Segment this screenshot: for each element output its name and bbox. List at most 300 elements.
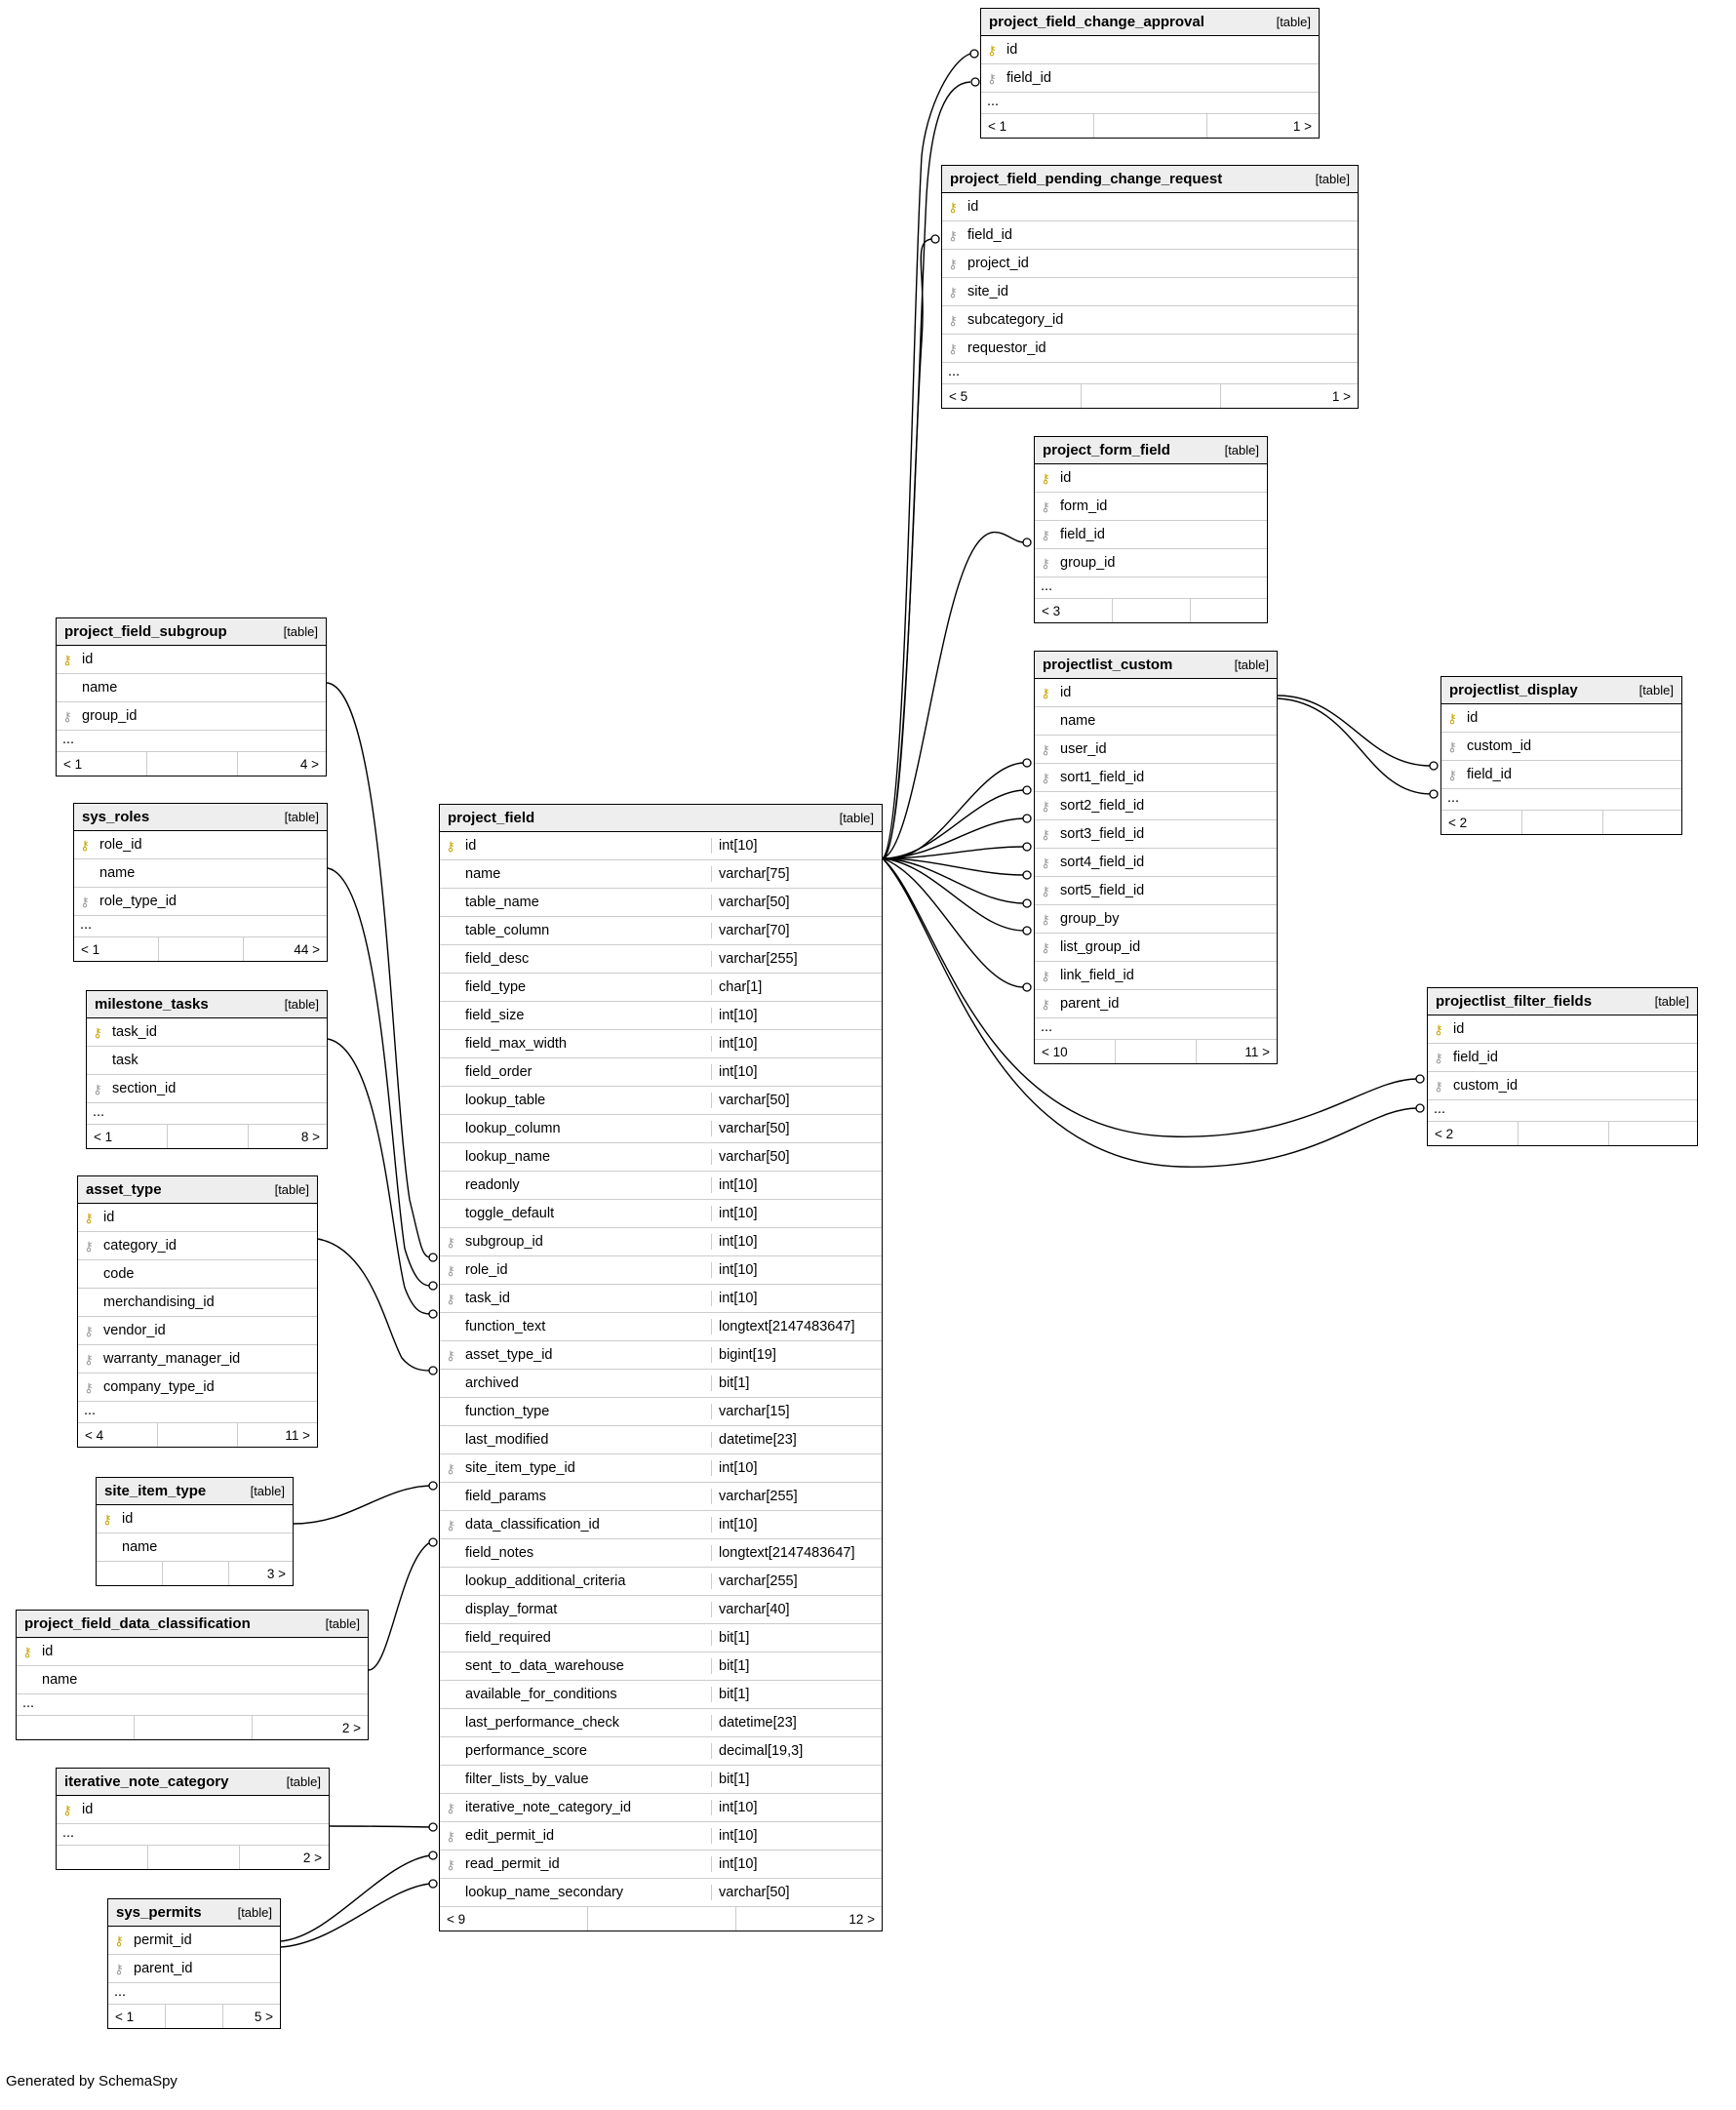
column-type: varchar[50]: [711, 1121, 882, 1136]
table-type-label: [table]: [1234, 657, 1269, 672]
column-row: [440, 1200, 882, 1228]
footer-mid-count: [1082, 384, 1221, 408]
column-name: name: [99, 865, 136, 881]
table-footer: [1035, 1040, 1277, 1063]
column-name: id: [82, 652, 94, 667]
footer-left-count: < 1: [74, 937, 159, 961]
column-type: bit[1]: [711, 1687, 882, 1702]
table-title: asset_type: [86, 1180, 162, 1198]
column-row: [1035, 820, 1277, 849]
column-name: sort5_field_id: [1060, 883, 1145, 898]
column-name: name: [1060, 713, 1096, 729]
foreign-key-icon: ⚷: [84, 1323, 94, 1338]
column-type: char[1]: [711, 979, 882, 995]
column-name: sort3_field_id: [1060, 826, 1145, 842]
column-row: [78, 1373, 317, 1402]
column-name: field_id: [1453, 1050, 1498, 1065]
column-type: int[10]: [711, 1291, 882, 1306]
column-name: read_permit_id: [465, 1856, 560, 1872]
column-type: varchar[255]: [711, 1573, 882, 1589]
table-type-label: [table]: [274, 1181, 309, 1197]
foreign-key-icon: ⚷: [80, 894, 90, 909]
column-row: [97, 1533, 293, 1562]
column-row: [1035, 905, 1277, 934]
table-project_field_subgroup[interactable]: [56, 617, 327, 776]
table-type-label: [table]: [1654, 993, 1689, 1009]
column-row: [440, 1030, 882, 1058]
table-footer: [78, 1423, 317, 1447]
table-type-label: [table]: [1315, 171, 1350, 186]
primary-key-icon: ⚷: [62, 652, 72, 667]
table-header: [440, 805, 882, 832]
column-name: permit_id: [134, 1932, 192, 1948]
column-type: int[10]: [711, 1008, 882, 1023]
column-name: code: [103, 1266, 135, 1282]
footer-right-count: [1603, 811, 1681, 834]
table-title: project_field: [448, 809, 535, 826]
more-columns-ellipsis: ...: [74, 916, 327, 937]
column-row: [1441, 704, 1681, 733]
column-name: user_id: [1060, 741, 1107, 757]
column-name: id: [1453, 1021, 1465, 1037]
table-projectlist_custom[interactable]: [1034, 651, 1278, 1064]
column-name: last_performance_check: [465, 1715, 619, 1731]
table-header: [87, 991, 327, 1018]
more-columns-ellipsis: ...: [108, 1983, 280, 2005]
column-name: category_id: [103, 1238, 177, 1254]
column-row: [440, 1596, 882, 1624]
table-footer: [1428, 1122, 1697, 1145]
table-footer: [57, 752, 326, 776]
table-type-label: [table]: [283, 623, 318, 639]
column-row: [78, 1345, 317, 1373]
footer-mid-count: [1116, 1040, 1197, 1063]
column-row: [440, 1313, 882, 1341]
foreign-key-icon: ⚷: [446, 1517, 455, 1533]
column-row: [440, 1737, 882, 1766]
foreign-key-icon: ⚷: [1434, 1078, 1443, 1094]
table-projectlist_filter_fields[interactable]: [1427, 987, 1698, 1146]
column-row: [942, 221, 1358, 250]
column-name: company_type_id: [103, 1379, 215, 1395]
column-type: bit[1]: [711, 1658, 882, 1674]
column-row: [1428, 1015, 1697, 1044]
more-columns-ellipsis: ...: [942, 363, 1358, 384]
footer-right-count: 5 >: [254, 2009, 273, 2024]
column-row: [87, 1018, 327, 1047]
column-name: lookup_name_secondary: [465, 1885, 624, 1900]
column-name: vendor_id: [103, 1323, 166, 1338]
column-type: int[10]: [711, 1800, 882, 1815]
column-row: [440, 1652, 882, 1681]
column-name: section_id: [112, 1081, 177, 1096]
column-type: int[10]: [711, 1064, 882, 1080]
table-title: iterative_note_category: [64, 1772, 229, 1790]
column-name: function_text: [465, 1319, 546, 1334]
column-type: int[10]: [711, 1234, 882, 1250]
column-name: lookup_column: [465, 1121, 561, 1136]
column-name: lookup_table: [465, 1093, 546, 1108]
foreign-key-icon: ⚷: [62, 708, 72, 724]
column-row: [440, 1766, 882, 1794]
column-row: [78, 1204, 317, 1232]
table-footer: [108, 2005, 280, 2028]
footer-right-count: 11 >: [285, 1427, 310, 1443]
column-name: custom_id: [1467, 738, 1532, 754]
column-name: lookup_additional_criteria: [465, 1573, 626, 1589]
column-row: [440, 889, 882, 917]
footer-right-count: [1609, 1122, 1697, 1145]
primary-key-icon: ⚷: [84, 1210, 94, 1225]
foreign-key-icon: ⚷: [948, 312, 958, 328]
column-row: [440, 974, 882, 1002]
table-type-label: [table]: [284, 996, 319, 1012]
column-row: [440, 1370, 882, 1398]
column-type: datetime[23]: [711, 1432, 882, 1448]
column-row: [440, 1624, 882, 1652]
column-type: int[10]: [711, 838, 882, 854]
column-row: [440, 1087, 882, 1115]
foreign-key-icon: ⚷: [446, 1856, 455, 1872]
column-name: field_size: [465, 1008, 525, 1023]
foreign-key-icon: ⚷: [446, 1347, 455, 1363]
column-row: [97, 1505, 293, 1533]
column-row: [1035, 679, 1277, 707]
column-name: sent_to_data_warehouse: [465, 1658, 624, 1674]
foreign-key-icon: ⚷: [1447, 738, 1457, 754]
column-type: varchar[50]: [711, 1885, 882, 1900]
column-row: [440, 1058, 882, 1087]
footer-mid-count: [1113, 599, 1191, 622]
primary-key-icon: ⚷: [62, 1802, 72, 1817]
primary-key-icon: ⚷: [1447, 710, 1457, 726]
column-name: field_type: [465, 979, 527, 995]
footer-mid-count: [163, 1562, 229, 1585]
more-columns-ellipsis: ...: [87, 1103, 327, 1125]
table-title: project_field_subgroup: [64, 622, 227, 640]
column-name: id: [82, 1802, 94, 1817]
primary-key-icon: ⚷: [1434, 1021, 1443, 1037]
footer-right-count: 3 >: [266, 1566, 286, 1581]
primary-key-icon: ⚷: [1041, 685, 1050, 700]
column-name: toggle_default: [465, 1206, 555, 1221]
table-title: projectlist_filter_fields: [1436, 992, 1593, 1010]
column-row: [440, 1426, 882, 1454]
footer-right-count: 44 >: [294, 941, 320, 957]
column-row: [440, 832, 882, 860]
table-type-label: [table]: [839, 810, 874, 825]
table-footer: [57, 1846, 329, 1869]
foreign-key-icon: ⚷: [1041, 555, 1050, 571]
column-row: [1035, 934, 1277, 962]
column-name: link_field_id: [1060, 968, 1134, 983]
table-header: [1035, 437, 1267, 464]
column-name: table_name: [465, 895, 539, 910]
primary-key-icon: ⚷: [948, 199, 958, 215]
column-type: longtext[2147483647]: [711, 1319, 882, 1334]
column-row: [87, 1075, 327, 1103]
foreign-key-icon: ⚷: [84, 1238, 94, 1254]
column-row: [440, 1794, 882, 1822]
table-title: project_form_field: [1043, 441, 1170, 458]
footer-right-count: 2 >: [341, 1720, 361, 1735]
column-row: [78, 1289, 317, 1317]
table-footer: [17, 1716, 368, 1739]
column-row: [440, 1256, 882, 1285]
column-row: [440, 1539, 882, 1568]
footer-left-count: < 4: [78, 1423, 158, 1447]
table-header: [57, 1769, 329, 1796]
column-row: [108, 1927, 280, 1955]
column-row: [440, 1143, 882, 1172]
column-name: name: [122, 1539, 158, 1555]
column-name: iterative_note_category_id: [465, 1800, 632, 1815]
column-type: int[10]: [711, 1036, 882, 1052]
column-name: last_modified: [465, 1432, 549, 1448]
footer-mid-count: [147, 752, 238, 776]
column-name: parent_id: [1060, 996, 1120, 1012]
footer-left-count: [97, 1562, 163, 1585]
table-project_field[interactable]: [439, 804, 883, 1931]
table-type-label: [table]: [237, 1904, 272, 1920]
column-type: datetime[23]: [711, 1715, 882, 1731]
footer-left-count: < 5: [942, 384, 1082, 408]
table-sys_roles[interactable]: [73, 803, 328, 962]
column-name: field_desc: [465, 951, 530, 967]
footer-mid-count: [1522, 811, 1603, 834]
footer-right-count: 4 >: [299, 756, 319, 772]
column-name: data_classification_id: [465, 1517, 600, 1533]
table-footer: [981, 114, 1319, 138]
table-iterative_note_category[interactable]: [56, 1768, 330, 1870]
column-name: id: [465, 838, 477, 854]
footer-right-count: 1 >: [1331, 388, 1351, 404]
table-type-label: [table]: [1638, 682, 1674, 697]
table-site_item_type[interactable]: [96, 1477, 294, 1586]
column-name: id: [122, 1511, 134, 1527]
column-type: int[10]: [711, 1460, 882, 1476]
table-header: [57, 618, 326, 646]
foreign-key-icon: ⚷: [948, 284, 958, 299]
column-row: [440, 860, 882, 889]
table-title: projectlist_custom: [1043, 656, 1173, 673]
column-name: subgroup_id: [465, 1234, 543, 1250]
column-type: int[10]: [711, 1828, 882, 1844]
column-type: varchar[50]: [711, 1093, 882, 1108]
column-name: field_order: [465, 1064, 533, 1080]
column-type: int[10]: [711, 1262, 882, 1278]
column-row: [57, 674, 326, 702]
table-footer: [87, 1125, 327, 1148]
table-asset_type[interactable]: [77, 1175, 318, 1448]
column-name: task: [112, 1053, 138, 1068]
table-header: [1035, 652, 1277, 679]
foreign-key-icon: ⚷: [446, 1234, 455, 1250]
column-name: name: [42, 1672, 78, 1688]
column-row: [1035, 707, 1277, 736]
footer-left-count: < 9: [440, 1907, 588, 1931]
column-row: [440, 1483, 882, 1511]
foreign-key-icon: ⚷: [1041, 798, 1050, 814]
primary-key-icon: ⚷: [80, 837, 90, 853]
table-project_field_pending_change_request[interactable]: [941, 165, 1359, 409]
column-row: [440, 1115, 882, 1143]
column-name: role_type_id: [99, 894, 177, 909]
column-row: [78, 1260, 317, 1289]
footer-left-count: < 2: [1428, 1122, 1519, 1145]
footer-left-count: < 1: [57, 752, 147, 776]
foreign-key-icon: ⚷: [1041, 911, 1050, 927]
foreign-key-icon: ⚷: [948, 227, 958, 243]
column-row: [74, 888, 327, 916]
column-row: [78, 1232, 317, 1260]
column-row: [981, 64, 1319, 93]
column-row: [17, 1666, 368, 1694]
column-row: [57, 646, 326, 674]
table-project_form_field[interactable]: [1034, 436, 1268, 623]
table-title: sys_roles: [82, 808, 150, 825]
table-footer: [74, 937, 327, 961]
column-row: [1035, 521, 1267, 549]
footer-left-count: < 1: [87, 1125, 168, 1148]
column-name: task_id: [465, 1291, 510, 1306]
column-name: field_id: [1060, 527, 1105, 542]
more-columns-ellipsis: ...: [981, 93, 1319, 114]
column-type: varchar[70]: [711, 923, 882, 938]
column-name: field_max_width: [465, 1036, 567, 1052]
table-title: project_field_pending_change_request: [950, 170, 1223, 187]
column-row: [440, 1681, 882, 1709]
column-type: varchar[50]: [711, 895, 882, 910]
column-row: [440, 1228, 882, 1256]
foreign-key-icon: ⚷: [1041, 741, 1050, 757]
column-name: form_id: [1060, 498, 1108, 514]
column-type: longtext[2147483647]: [711, 1545, 882, 1561]
primary-key-icon: ⚷: [93, 1024, 102, 1040]
column-name: merchandising_id: [103, 1294, 215, 1310]
primary-key-icon: ⚷: [987, 42, 997, 58]
table-header: [981, 9, 1319, 36]
column-type: varchar[40]: [711, 1602, 882, 1617]
column-name: edit_permit_id: [465, 1828, 555, 1844]
column-row: [1035, 549, 1267, 577]
column-type: int[10]: [711, 1206, 882, 1221]
foreign-key-icon: ⚷: [987, 70, 997, 86]
column-row: [1035, 877, 1277, 905]
column-type: varchar[75]: [711, 866, 882, 882]
footer-right-count: 12 >: [848, 1911, 875, 1927]
column-name: function_type: [465, 1404, 550, 1419]
table-footer: [1441, 811, 1681, 834]
column-row: [440, 1879, 882, 1907]
column-row: [440, 1172, 882, 1200]
column-row: [1035, 764, 1277, 792]
column-row: [1035, 962, 1277, 990]
column-name: requestor_id: [967, 340, 1046, 356]
column-name: id: [1006, 42, 1018, 58]
column-row: [440, 1341, 882, 1370]
column-type: varchar[15]: [711, 1404, 882, 1419]
column-name: archived: [465, 1375, 519, 1391]
table-sys_permits[interactable]: [107, 1898, 281, 2029]
column-row: [1428, 1044, 1697, 1072]
table-footer: [1035, 599, 1267, 622]
column-name: site_id: [967, 284, 1008, 299]
foreign-key-icon: ⚷: [1041, 939, 1050, 955]
column-type: varchar[50]: [711, 1149, 882, 1165]
table-project_field_change_approval[interactable]: [980, 8, 1320, 139]
column-row: [1441, 761, 1681, 789]
column-type: int[10]: [711, 1177, 882, 1193]
column-name: readonly: [465, 1177, 520, 1193]
foreign-key-icon: ⚷: [446, 1262, 455, 1278]
footer-right-count: 1 >: [1292, 118, 1312, 134]
column-row: [440, 1568, 882, 1596]
column-row: [440, 1002, 882, 1030]
footer-right-count: 8 >: [300, 1129, 320, 1144]
table-title: project_field_data_classification: [24, 1614, 251, 1632]
table-header: [17, 1611, 368, 1638]
column-row: [440, 1511, 882, 1539]
foreign-key-icon: ⚷: [84, 1379, 94, 1395]
column-row: [17, 1638, 368, 1666]
footer-right-count: 11 >: [1244, 1044, 1270, 1059]
footer-right-count: [1191, 599, 1267, 622]
more-columns-ellipsis: ...: [57, 731, 326, 752]
column-row: [57, 702, 326, 731]
primary-key-icon: ⚷: [1041, 470, 1050, 486]
foreign-key-icon: ⚷: [1041, 770, 1050, 785]
column-row: [1035, 990, 1277, 1018]
table-projectlist_display[interactable]: [1440, 676, 1682, 835]
footer-left-count: < 1: [108, 2005, 166, 2028]
foreign-key-icon: ⚷: [1434, 1050, 1443, 1065]
table-type-label: [table]: [284, 809, 319, 824]
column-name: parent_id: [134, 1961, 193, 1976]
column-name: field_required: [465, 1630, 551, 1646]
table-title: sys_permits: [116, 1903, 202, 1921]
column-row: [108, 1955, 280, 1983]
foreign-key-icon: ⚷: [948, 256, 958, 271]
table-title: milestone_tasks: [95, 995, 209, 1013]
column-row: [1035, 849, 1277, 877]
column-row: [74, 831, 327, 859]
column-name: table_column: [465, 923, 550, 938]
table-footer: [440, 1907, 882, 1931]
footer-mid-count: [168, 1125, 249, 1148]
column-name: custom_id: [1453, 1078, 1519, 1094]
table-project_field_data_classification[interactable]: [16, 1610, 369, 1740]
column-name: available_for_conditions: [465, 1687, 617, 1702]
table-footer: [97, 1562, 293, 1585]
footer-left-count: [17, 1716, 135, 1739]
column-row: [440, 917, 882, 945]
more-columns-ellipsis: ...: [78, 1402, 317, 1423]
column-row: [942, 306, 1358, 335]
column-row: [942, 193, 1358, 221]
footer-right-count: 2 >: [302, 1850, 322, 1865]
column-name: field_params: [465, 1489, 547, 1504]
table-milestone_tasks[interactable]: [86, 990, 328, 1149]
primary-key-icon: ⚷: [102, 1511, 112, 1527]
primary-key-icon: ⚷: [114, 1932, 124, 1948]
column-row: [1035, 493, 1267, 521]
column-row: [1441, 733, 1681, 761]
column-type: int[10]: [711, 1856, 882, 1872]
column-name: group_id: [1060, 555, 1116, 571]
more-columns-ellipsis: ...: [57, 1824, 329, 1846]
column-name: sort4_field_id: [1060, 855, 1145, 870]
